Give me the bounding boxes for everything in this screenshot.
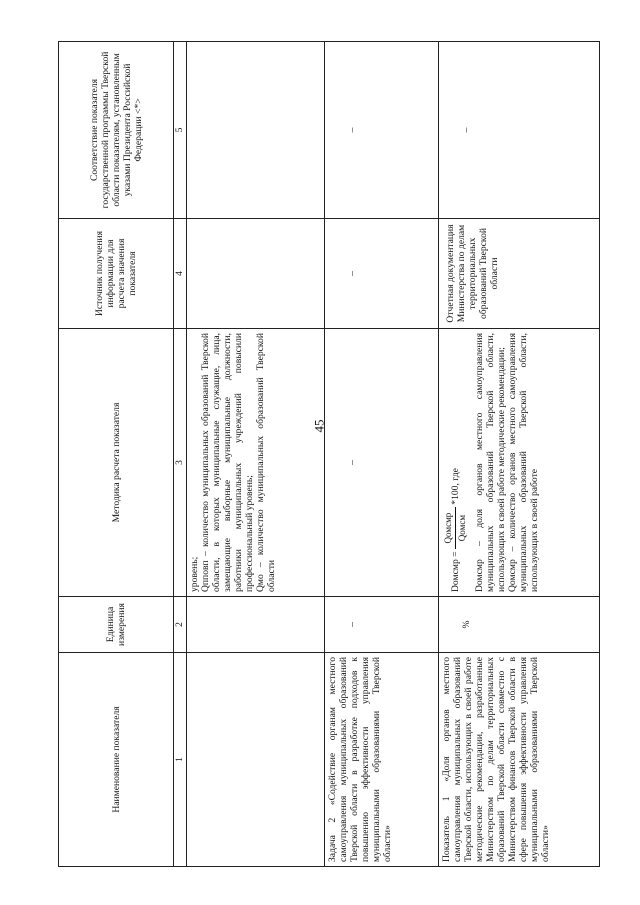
share-formula <box>443 333 468 592</box>
row1-method-line: Qмо – количество муниципальных образований Тверской области <box>255 333 277 592</box>
col-number-4: 4 <box>174 219 187 329</box>
header-source: Источник получения информации для расчета значения показателя <box>59 219 174 329</box>
rotated-page-content <box>58 42 600 867</box>
col-number-3: 3 <box>174 329 187 597</box>
row3-unit: % <box>439 597 600 653</box>
formula-lhs: Dомсмр = <box>450 551 461 592</box>
formula-rhs: *100, где <box>450 468 461 505</box>
row1-method-line: уровень; <box>189 556 200 592</box>
row2-method: – <box>325 329 439 597</box>
table-row-continuation <box>187 42 325 867</box>
col-number-5: 5 <box>174 42 187 219</box>
row2-source: – <box>325 219 439 329</box>
header-row <box>59 42 174 867</box>
formula-denominator: Qомсм <box>457 514 467 542</box>
row1-method <box>187 329 325 597</box>
row1-name <box>187 653 325 867</box>
indicator-table <box>58 41 600 867</box>
table-row-indicator-1 <box>439 42 600 867</box>
formula-fraction <box>443 507 468 550</box>
row3-source: Отчетная документация Министерства по делам территориальных образований Тверской области <box>439 219 600 329</box>
header-correspondence: Соответствие показателя государственной программы Тверской области показателям, установленным указами Президента Российской Федерации <*> <box>59 42 174 219</box>
row3-method-line: Dомсмр – доля органов местного самоуправления муниципальных образований Тверской области, использующих в своей работе методические рекомендации; <box>474 333 507 592</box>
row1-unit <box>187 597 325 653</box>
formula-numerator: Qомсмр <box>443 507 456 550</box>
col-number-1: 1 <box>174 653 187 867</box>
header-name: Наименование показателя <box>59 653 174 867</box>
row3-method <box>439 329 600 597</box>
col-number-2: 2 <box>174 597 187 653</box>
column-number-row <box>174 42 187 867</box>
row1-source <box>187 219 325 329</box>
header-method: Методика расчета показателя <box>59 329 174 597</box>
table-row-task-2 <box>325 42 439 867</box>
header-unit: Единица измерения <box>59 597 174 653</box>
row1-method-line: Qпповп – количество муниципальных образований Тверской области, в которых муниципальные служащие, лица, замещающие выборные муниципальные должности, работники муниципальных учреждений повысили профессиональный уровень; <box>200 333 255 592</box>
row3-correspondence: – <box>439 42 600 219</box>
row1-correspondence <box>187 42 325 219</box>
row2-unit: – <box>325 597 439 653</box>
row2-name: Задача 2 «Содействие органам местного самоуправления муниципальных образований Тверской области в разработке подходов к повышению эффективности управления муниципальными образованиями Тверской области» <box>325 653 439 867</box>
row3-name: Показатель 1 «Доля органов местного самоуправления муниципальных образований Тверской области, использующих в своей работе методические рекомендации, разработанные Министерством по делам территориальных образований Тверской области совместно с Министерством финансов Тверской области в сфере повышения эффективности управления муниципальными образованиями Тверской области» <box>439 653 600 867</box>
row2-correspondence: – <box>325 42 439 219</box>
row3-method-line: Qомсмр – количество органов местного самоуправления муниципальных образований Тверской области, использующих в своей работе <box>507 333 540 592</box>
page-number: 45 <box>311 419 327 433</box>
